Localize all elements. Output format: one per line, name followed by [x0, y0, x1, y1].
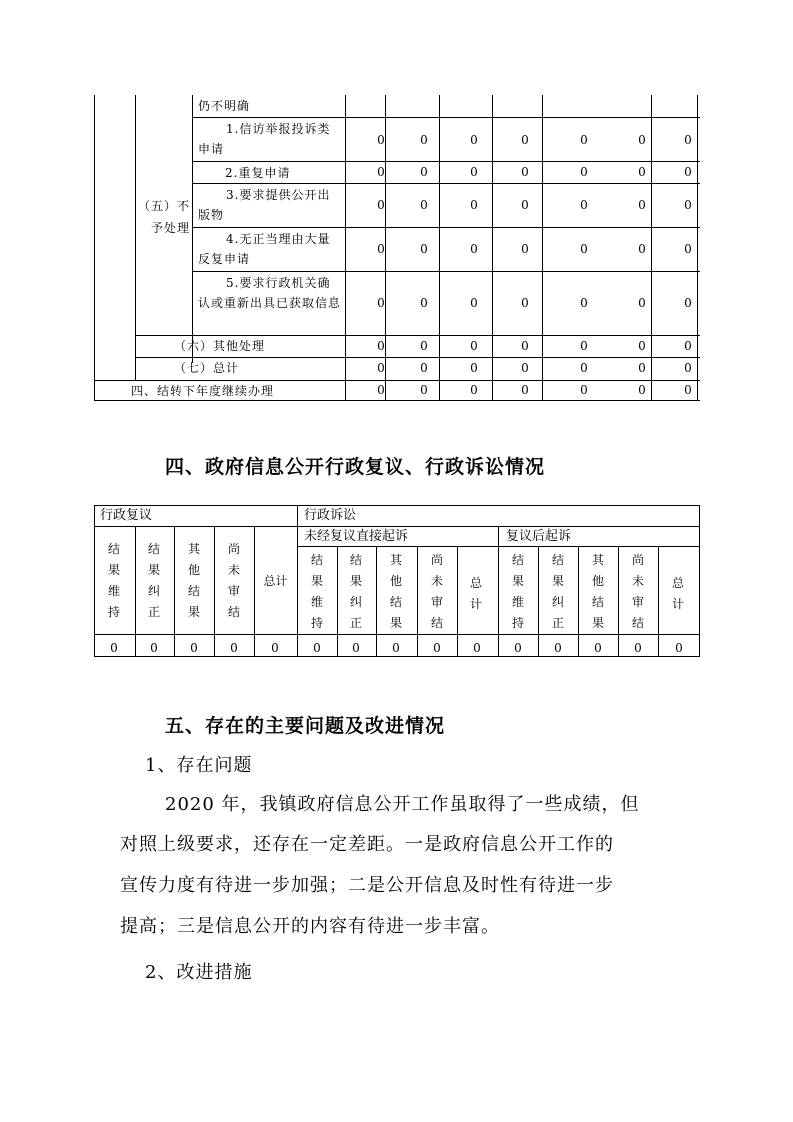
table-cell-value: 0	[580, 339, 588, 353]
table-cell-value: 0	[420, 242, 428, 256]
table-cell-value: 0	[521, 296, 529, 310]
table-cell-value: 0	[420, 198, 428, 212]
table-cell-value: 0	[377, 361, 385, 375]
column-header: 总计	[263, 574, 288, 588]
table-cell-value: 0	[638, 361, 646, 375]
column-header: 尚未审结	[430, 553, 443, 630]
subheading-problems: 1、存在问题	[145, 755, 253, 776]
table-cell-value: 0	[684, 383, 692, 397]
table-cell-value: 0	[420, 339, 428, 353]
table-cell-value: 0	[638, 165, 646, 179]
column-header: 尚未审结	[227, 542, 240, 619]
row-label: 仍不明确	[198, 99, 251, 113]
table-cell-value: 0	[594, 641, 602, 655]
table-cell-value: 0	[580, 361, 588, 375]
group-label: （五）不予处理	[138, 199, 191, 235]
table-cell-value: 0	[377, 296, 385, 310]
table-cell-value: 0	[150, 641, 158, 655]
table-cell-value: 0	[580, 242, 588, 256]
column-header: 结果维持	[511, 553, 524, 630]
table-cell-value: 0	[684, 339, 692, 353]
table-cell-value: 0	[580, 133, 588, 147]
table-cell-value: 0	[470, 242, 478, 256]
row-label: （七）总计	[174, 361, 240, 375]
table-cell-value: 0	[684, 361, 692, 375]
row-label: （六）其他处理	[174, 339, 266, 353]
table-cell-value: 0	[420, 133, 428, 147]
table-cell-value: 0	[420, 296, 428, 310]
table-cell-value: 0	[684, 165, 692, 179]
table-cell-value: 0	[638, 296, 646, 310]
table-cell-value: 0	[684, 242, 692, 256]
table-cell-value: 0	[377, 339, 385, 353]
table-cell-value: 0	[675, 641, 683, 655]
row-label: 2.重复申请	[225, 166, 291, 180]
processing-results-table	[94, 95, 700, 401]
table-cell-value: 0	[420, 383, 428, 397]
after-review-lawsuit-header: 复议后起诉	[506, 529, 572, 544]
table-cell-value: 0	[470, 361, 478, 375]
table-cell-value: 0	[110, 641, 118, 655]
table-cell-value: 0	[392, 641, 400, 655]
table-cell-value: 0	[638, 339, 646, 353]
table-cell-value: 0	[271, 641, 279, 655]
table-cell-value: 0	[638, 198, 646, 212]
table-cell-value: 0	[470, 198, 478, 212]
table-cell-value: 0	[638, 242, 646, 256]
table-cell-value: 0	[470, 296, 478, 310]
table-cell-value: 0	[433, 641, 441, 655]
problems-line-2: 对照上级要求，还存在一定差距。一是政府信息公开工作的	[120, 834, 614, 855]
table-cell-value: 0	[684, 133, 692, 147]
row-label: 5.要求行政机关确认或重新出具已获取信息	[198, 276, 342, 310]
table-cell-value: 0	[473, 641, 481, 655]
section-4-title: 四、政府信息公开行政复议、行政诉讼情况	[165, 456, 546, 478]
problems-line-1: 2020 年，我镇政府信息公开工作虽取得了一些成绩，但	[165, 794, 640, 815]
column-header: 其他结果	[389, 553, 402, 630]
table-cell-value: 0	[521, 339, 529, 353]
column-header: 其他结果	[187, 542, 200, 619]
row-label: 4.无正当理由大量反复申请	[198, 232, 331, 266]
column-header: 结果纠正	[551, 553, 564, 630]
table-cell-value: 0	[377, 198, 385, 212]
table-cell-value: 0	[521, 198, 529, 212]
table-cell-value: 0	[684, 198, 692, 212]
table-cell-value: 0	[634, 641, 642, 655]
column-header: 结果维持	[310, 553, 323, 630]
table-cell-value: 0	[521, 383, 529, 397]
table-cell-value: 0	[377, 242, 385, 256]
table-cell-value: 0	[580, 165, 588, 179]
table-cell-value: 0	[470, 383, 478, 397]
table-cell-value: 0	[190, 641, 198, 655]
row-label: 四、结转下年度继续办理	[131, 384, 275, 398]
table-cell-value: 0	[580, 296, 588, 310]
table-cell-value: 0	[638, 383, 646, 397]
column-header: 结果纠正	[349, 553, 362, 630]
table-cell-value: 0	[521, 361, 529, 375]
table-cell-value: 0	[352, 641, 360, 655]
table-cell-value: 0	[580, 198, 588, 212]
litigation-header: 行政诉讼	[304, 508, 357, 523]
table-cell-value: 0	[684, 296, 692, 310]
review-header: 行政复议	[100, 508, 153, 523]
subheading-improvements: 2、改进措施	[145, 962, 253, 983]
table-cell-value: 0	[377, 133, 385, 147]
problems-line-4: 提高；三是信息公开的内容有待进一步丰富。	[120, 916, 500, 937]
table-cell-value: 0	[521, 242, 529, 256]
column-header: 结果纠正	[147, 542, 160, 619]
table-cell-value: 0	[554, 641, 562, 655]
table-cell-value: 0	[470, 165, 478, 179]
row-label: 3.要求提供公开出版物	[198, 188, 331, 222]
table-cell-value: 0	[377, 383, 385, 397]
problems-line-3: 宣传力度有待进一步加强；二是公开信息及时性有待进一步	[120, 875, 614, 896]
column-header: 其他结果	[591, 553, 604, 630]
section-5-title: 五、存在的主要问题及改进情况	[165, 715, 446, 737]
table-cell-value: 0	[377, 165, 385, 179]
table-cell-value: 0	[580, 383, 588, 397]
column-header: 结果维持	[107, 542, 120, 619]
table-cell-value: 0	[521, 165, 529, 179]
direct-lawsuit-header: 未经复议直接起诉	[304, 529, 409, 544]
table-cell-value: 0	[313, 641, 321, 655]
table-cell-value: 0	[230, 641, 238, 655]
row-label: 1.信访举报投诉类申请	[198, 122, 331, 156]
table-cell-value: 0	[420, 361, 428, 375]
table-cell-value: 0	[521, 133, 529, 147]
column-header: 尚未审结	[631, 553, 644, 630]
table-cell-value: 0	[470, 339, 478, 353]
column-header: 总计	[672, 576, 685, 611]
table-cell-value: 0	[470, 133, 478, 147]
table-cell-value: 0	[638, 133, 646, 147]
column-header: 总计	[470, 576, 483, 611]
review-litigation-table	[94, 505, 700, 657]
table-cell-value: 0	[514, 641, 522, 655]
table-cell-value: 0	[420, 165, 428, 179]
